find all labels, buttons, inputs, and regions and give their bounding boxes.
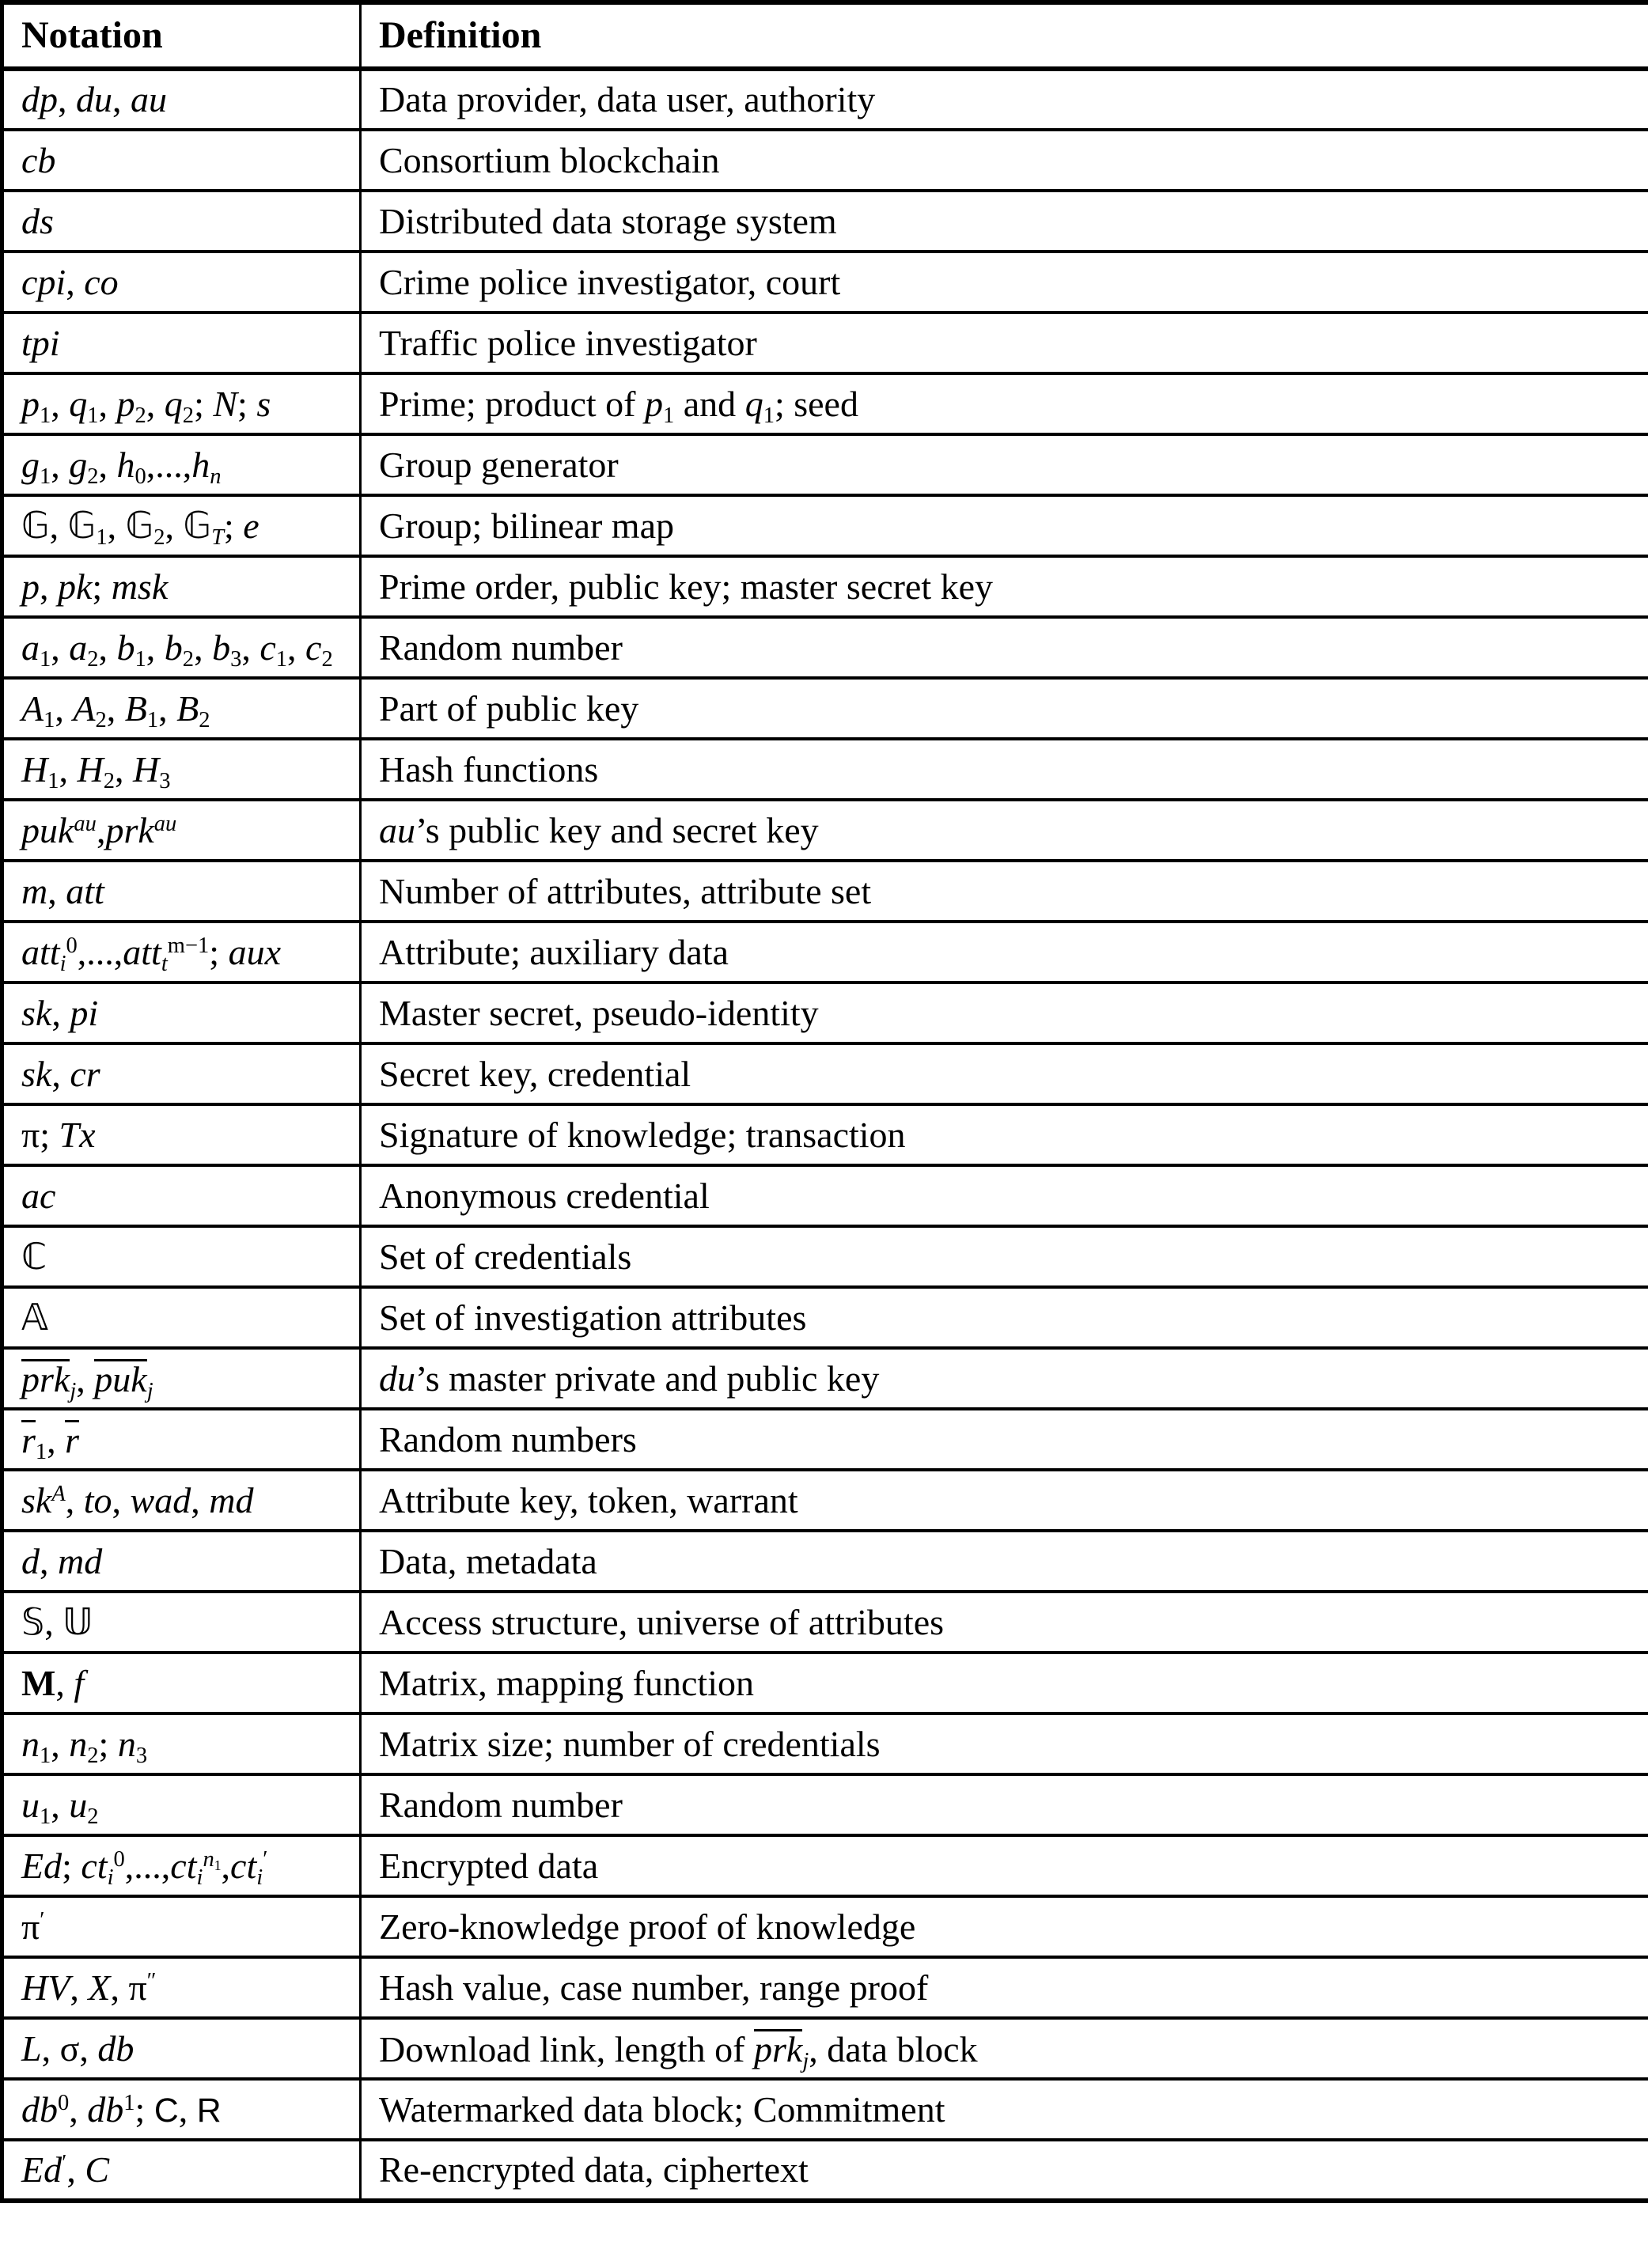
definition-cell: Prime order, public key; master secret key <box>361 556 1648 617</box>
definition-cell: Re-encrypted data, ciphertext <box>361 2140 1648 2201</box>
table-row <box>2 1104 1648 1165</box>
table-row <box>2 1470 1648 1531</box>
table-row <box>2 1531 1648 1592</box>
definition-cell: du’s master private and public key <box>361 1348 1648 1409</box>
notation-cell: ℂ <box>2 1226 361 1287</box>
table-row <box>2 1043 1648 1104</box>
definition-cell: au’s public key and secret key <box>361 800 1648 861</box>
definition-cell: Set of credentials <box>361 1226 1648 1287</box>
notation-cell: prk$_j$, puk$_j$ <box>2 1348 361 1409</box>
definition-cell: Part of public key <box>361 678 1648 739</box>
definition-cell: Consortium blockchain <box>361 130 1648 191</box>
notation-cell: π′ <box>2 1896 361 1957</box>
notation-cell: $u_1$, $u_2$ <box>2 1774 361 1835</box>
notation-cell: π; Tx <box>2 1104 361 1165</box>
notation-cell: p, pk; msk <box>2 556 361 617</box>
definition-cell: Crime police investigator, court <box>361 252 1648 312</box>
table-row <box>2 556 1648 617</box>
table-row <box>2 678 1648 739</box>
definition-cell: Anonymous credential <box>361 1165 1648 1226</box>
table-row <box>2 739 1648 800</box>
definition-cell: Group; bilinear map <box>361 495 1648 556</box>
table-row <box>2 617 1648 678</box>
table-header-row <box>2 2 1648 69</box>
table-row <box>2 130 1648 191</box>
definition-cell: Watermarked data block; Commitment <box>361 2079 1648 2140</box>
table-row <box>2 434 1648 495</box>
notation-cell: puk$^{au}$,prk$^{au}$ <box>2 800 361 861</box>
table-row <box>2 1409 1648 1470</box>
notation-cell: sk, cr <box>2 1043 361 1104</box>
notation-cell: $db^0$, $db^1$; C, R <box>2 2079 361 2140</box>
definition-cell: Access structure, universe of attributes <box>361 1592 1648 1653</box>
table-row <box>2 983 1648 1043</box>
table-row <box>2 1957 1648 2018</box>
table-row <box>2 861 1648 922</box>
definition-cell: Matrix size; number of credentials <box>361 1713 1648 1774</box>
notation-cell: $r_1$, r <box>2 1409 361 1470</box>
definition-cell: Hash functions <box>361 739 1648 800</box>
notation-cell: L, σ, db <box>2 2018 361 2079</box>
definition-cell: Set of investigation attributes <box>361 1287 1648 1348</box>
table-row <box>2 2079 1648 2140</box>
definition-cell: Random numbers <box>361 1409 1648 1470</box>
table-row <box>2 1165 1648 1226</box>
notation-cell: $g_1$, $g_2$, $h_0,...,h_n$ <box>2 434 361 495</box>
definition-cell: Download link, length of prk$_j$, data block <box>361 2018 1648 2079</box>
notation-cell: $sk^A$, to, wad, md <box>2 1470 361 1531</box>
notation-cell: $a_1$, $a_2$, $b_1$, $b_2$, $b_3$, $c_1$, $c_2$ <box>2 617 361 678</box>
notation-cell: ds <box>2 191 361 252</box>
definition-cell: Traffic police investigator <box>361 312 1648 373</box>
table-row <box>2 1774 1648 1835</box>
definition-cell: Data provider, data user, authority <box>361 69 1648 130</box>
definition-cell: Group generator <box>361 434 1648 495</box>
definition-cell: Master secret, pseudo-identity <box>361 983 1648 1043</box>
definition-cell: Zero-knowledge proof of knowledge <box>361 1896 1648 1957</box>
notation-cell: $n_1$, $n_2$; $n_3$ <box>2 1713 361 1774</box>
definition-cell: Matrix, mapping function <box>361 1653 1648 1713</box>
notation-cell: ac <box>2 1165 361 1226</box>
notation-cell: d, md <box>2 1531 361 1592</box>
notation-cell: 𝕊, 𝕌 <box>2 1592 361 1653</box>
definition-cell: Hash value, case number, range proof <box>361 1957 1648 2018</box>
definition-cell: Random number <box>361 617 1648 678</box>
definition-cell: Signature of knowledge; transaction <box>361 1104 1648 1165</box>
definition-cell: Secret key, credential <box>361 1043 1648 1104</box>
table-row <box>2 1592 1648 1653</box>
table-row <box>2 2018 1648 2079</box>
table-row <box>2 69 1648 130</box>
definition-cell: Prime; product of $p_1$ and $q_1$; seed <box>361 373 1648 434</box>
notation-cell: $H_1$, $H_2$, $H_3$ <box>2 739 361 800</box>
table-body <box>2 69 1648 2201</box>
notation-cell: $A_1$, $A_2$, $B_1$, $B_2$ <box>2 678 361 739</box>
column-header-definition: Definition <box>361 2 1648 69</box>
notation-cell: M, f <box>2 1653 361 1713</box>
definition-cell: Data, metadata <box>361 1531 1648 1592</box>
definition-cell: Random number <box>361 1774 1648 1835</box>
notation-cell: cb <box>2 130 361 191</box>
table-row <box>2 373 1648 434</box>
definition-cell: Attribute; auxiliary data <box>361 922 1648 983</box>
table-row <box>2 2140 1648 2201</box>
table-row <box>2 1896 1648 1957</box>
table-row <box>2 312 1648 373</box>
table-row <box>2 1287 1648 1348</box>
notation-cell: cpi, co <box>2 252 361 312</box>
definition-cell: Number of attributes, attribute set <box>361 861 1648 922</box>
notation-cell: Ed; $ct_i^0,...,ct_i^{n_1},ct_i'$ <box>2 1835 361 1896</box>
notation-cell: HV, X, π″ <box>2 1957 361 2018</box>
table-row <box>2 800 1648 861</box>
table-row <box>2 1348 1648 1409</box>
notation-cell: att$_i^0$,...,att$_t^{m-1}$; aux <box>2 922 361 983</box>
notation-cell: $p_1$, $q_1$, $p_2$, $q_2$; N; s <box>2 373 361 434</box>
table-row <box>2 922 1648 983</box>
table-row <box>2 191 1648 252</box>
notation-cell: 𝔸 <box>2 1287 361 1348</box>
definition-cell: Distributed data storage system <box>361 191 1648 252</box>
table-row <box>2 1835 1648 1896</box>
notation-cell: Ed′, C <box>2 2140 361 2201</box>
definition-cell: Attribute key, token, warrant <box>361 1470 1648 1531</box>
column-header-notation: Notation <box>2 2 361 69</box>
table-row <box>2 1713 1648 1774</box>
table-row <box>2 1653 1648 1713</box>
notation-cell: 𝔾, 𝔾$_1$, 𝔾$_2$, 𝔾$_T$; e <box>2 495 361 556</box>
table-row <box>2 1226 1648 1287</box>
notation-cell: tpi <box>2 312 361 373</box>
notation-cell: dp, du, au <box>2 69 361 130</box>
notation-cell: sk, pi <box>2 983 361 1043</box>
notation-cell: m, att <box>2 861 361 922</box>
table-row <box>2 252 1648 312</box>
definition-cell: Encrypted data <box>361 1835 1648 1896</box>
table-row <box>2 495 1648 556</box>
